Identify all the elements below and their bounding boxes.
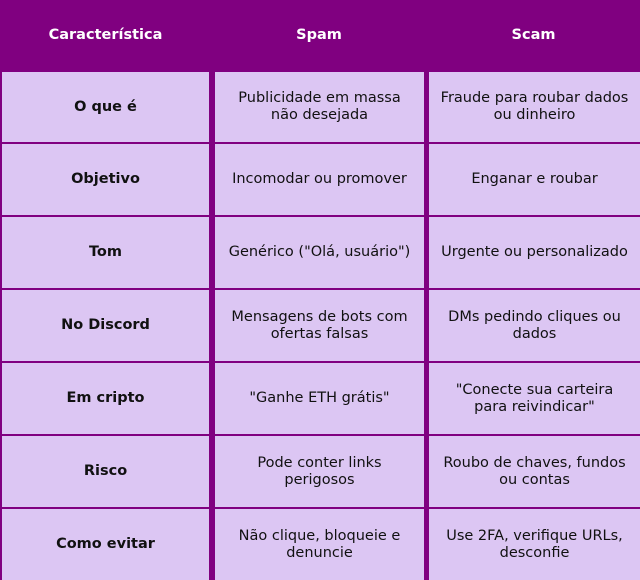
header-spam: Spam [296,26,342,43]
table-header-row [0,0,640,70]
table-row [0,290,640,361]
table-row [0,72,640,142]
spam-cell: Publicidade em massa não desejada [215,72,424,142]
scam-cell: Use 2FA, verifique URLs, desconfie [429,509,640,580]
row-label: Em cripto [2,363,209,434]
row-label: Tom [2,217,209,288]
row-label: No Discord [2,290,209,361]
table-row [0,509,640,580]
spam-cell: Mensagens de bots com ofertas falsas [215,290,424,361]
spam-cell: "Ganhe ETH grátis" [215,363,424,434]
row-label: Risco [2,436,209,507]
scam-cell: Urgente ou personalizado [429,217,640,288]
scam-cell: Enganar e roubar [429,144,640,215]
table-row [0,217,640,288]
row-label: O que é [2,72,209,142]
table-row [0,363,640,434]
spam-cell: Não clique, bloqueie e denuncie [215,509,424,580]
spam-cell: Pode conter links perigosos [215,436,424,507]
row-label: Como evitar [2,509,209,580]
spam-cell: Incomodar ou promover [215,144,424,215]
table-row [0,436,640,507]
spam-cell: Genérico ("Olá, usuário") [215,217,424,288]
scam-cell: Fraude para roubar dados ou dinheiro [429,72,640,142]
table-row [0,144,640,215]
scam-cell: DMs pedindo cliques ou dados [429,290,640,361]
row-label: Objetivo [2,144,209,215]
scam-cell: "Conecte sua carteira para reivindicar" [429,363,640,434]
header-scam: Scam [511,26,556,43]
scam-cell: Roubo de chaves, fundos ou contas [429,436,640,507]
header-caracteristica: Característica [48,26,163,43]
